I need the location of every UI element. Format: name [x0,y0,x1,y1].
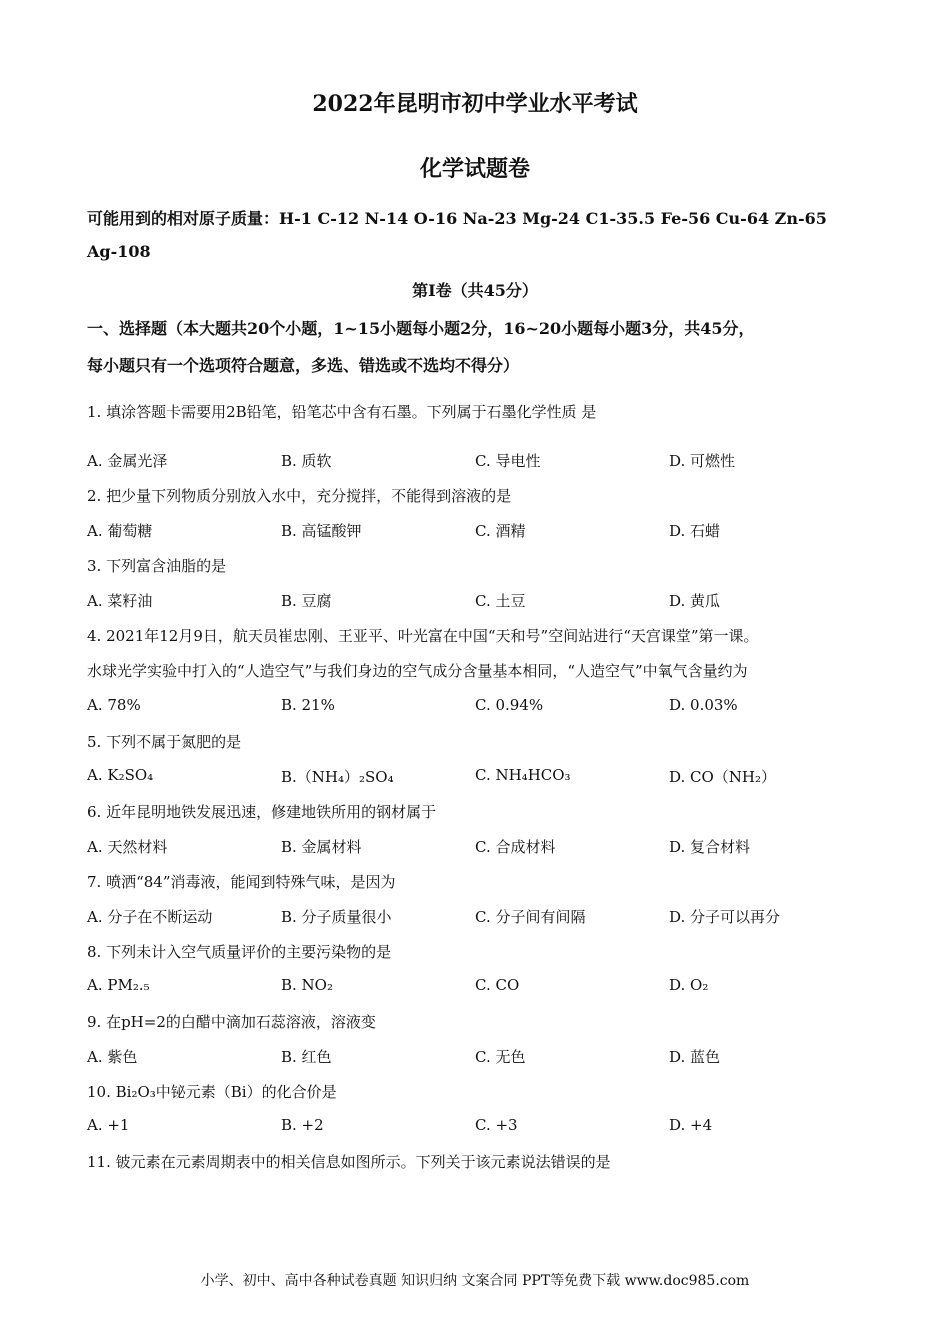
question-2-option-d: D. 石蜡 [669,522,721,540]
question-8-option-d: D. O₂ [669,976,709,994]
question-7-option-a: A. 分子在不断运动 [87,908,213,926]
question-10-stem: 10. Bi₂O₃中铋元素（Bi）的化合价是 [87,1083,337,1101]
question-3-option-a: A. 菜籽油 [87,592,153,610]
question-10-option-d: D. +4 [669,1116,713,1134]
section-instructions-1: 一、选择题（本大题共20个小题，1~15小题每小题2分，16~20小题每小题3分，共45分， [87,319,755,338]
question-2-option-b: B. 高锰酸钾 [281,522,362,540]
exam-title: 2022年昆明市初中学业水平考试 [312,91,638,117]
question-4-stem-continued: 水球光学实验中打入的“人造空气”与我们身边的空气成分含量基本相同，“人造空气”中氧气含量约为 [87,662,748,680]
question-9-stem: 9. 在pH=2的白醋中滴加石蕊溶液，溶液变 [87,1013,376,1031]
question-1-option-c: C. 导电性 [475,452,541,470]
question-3-option-d: D. 黄瓜 [669,592,721,610]
question-10-option-c: C. +3 [475,1116,518,1134]
question-9-option-d: D. 蓝色 [669,1048,721,1066]
question-6-option-b: B. 金属材料 [281,838,362,856]
question-5-stem: 5. 下列不属于氮肥的是 [87,733,242,751]
question-4-option-c: C. 0.94% [475,696,544,714]
question-9-option-b: B. 红色 [281,1048,332,1066]
question-10-option-b: B. +2 [281,1116,324,1134]
question-4-option-d: D. 0.03% [669,696,738,714]
question-1-option-b: B. 质软 [281,452,332,470]
question-3-stem: 3. 下列富含油脂的是 [87,557,227,575]
question-4-option-a: A. 78% [87,696,141,714]
question-2-option-c: C. 酒精 [475,522,526,540]
part-title: 第Ⅰ卷（共45分） [412,281,538,300]
question-6-option-c: C. 合成材料 [475,838,556,856]
question-6-option-a: A. 天然材料 [87,838,168,856]
question-7-option-b: B. 分子质量很小 [281,908,392,926]
question-7-option-c: C. 分子间有间隔 [475,908,586,926]
question-10-option-a: A. +1 [87,1116,130,1134]
question-5-option-a: A. K₂SO₄ [87,766,154,784]
question-3-option-c: C. 土豆 [475,592,526,610]
question-8-option-b: B. NO₂ [281,976,333,994]
question-1-stem: 1. 填涂答题卡需要用2B铅笔，铅笔芯中含有石墨。下列属于石墨化学性质 是 [87,403,597,421]
atomic-mass-line-2: Ag-108 [87,242,151,261]
question-4-option-b: B. 21% [281,696,335,714]
question-2-option-a: A. 葡萄糖 [87,522,153,540]
question-4-stem: 4. 2021年12月9日，航天员崔忠刚、王亚平、叶光富在中国“天和号”空间站进行“天宫课堂”第一课。 [87,627,759,645]
page-footer: 小学、初中、高中各种试卷真题 知识归纳 文案合同 PPT等免费下载 www.doc985.com [200,1273,750,1289]
exam-subtitle: 化学试题卷 [419,156,530,182]
question-2-stem: 2. 把少量下列物质分别放入水中，充分搅拌，不能得到溶液的是 [87,487,512,505]
question-1-option-a: A. 金属光泽 [87,452,168,470]
question-3-option-b: B. 豆腐 [281,592,332,610]
question-6-stem: 6. 近年昆明地铁发展迅速，修建地铁所用的钢材属于 [87,803,437,821]
section-instructions-2: 每小题只有一个选项符合题意，多选、错选或不选均不得分） [87,356,520,375]
question-8-option-c: C. CO [475,976,520,994]
question-9-option-a: A. 紫色 [87,1048,138,1066]
question-11-stem: 11. 铍元素在元素周期表中的相关信息如图所示。下列关于该元素说法错误的是 [87,1153,611,1171]
question-7-stem: 7. 喷洒“84”消毒液，能闻到特殊气味，是因为 [87,873,396,891]
question-5-option-c: C. NH₄HCO₃ [475,766,571,784]
question-5-option-d: D. CO（NH₂） [669,768,777,786]
question-8-option-a: A. PM₂.₅ [87,976,150,994]
question-9-option-c: C. 无色 [475,1048,526,1066]
question-6-option-d: D. 复合材料 [669,838,751,856]
question-5-option-b: B.（NH₄）₂SO₄ [281,768,394,786]
question-1-option-d: D. 可燃性 [669,452,736,470]
question-7-option-d: D. 分子可以再分 [669,908,781,926]
atomic-mass-line-1: 可能用到的相对原子质量：H-1 C-12 N-14 O-16 Na-23 Mg-24 C1-35.5 Fe-56 Cu-64 Zn-65 [87,209,827,228]
question-8-stem: 8. 下列未计入空气质量评价的主要污染物的是 [87,943,392,961]
